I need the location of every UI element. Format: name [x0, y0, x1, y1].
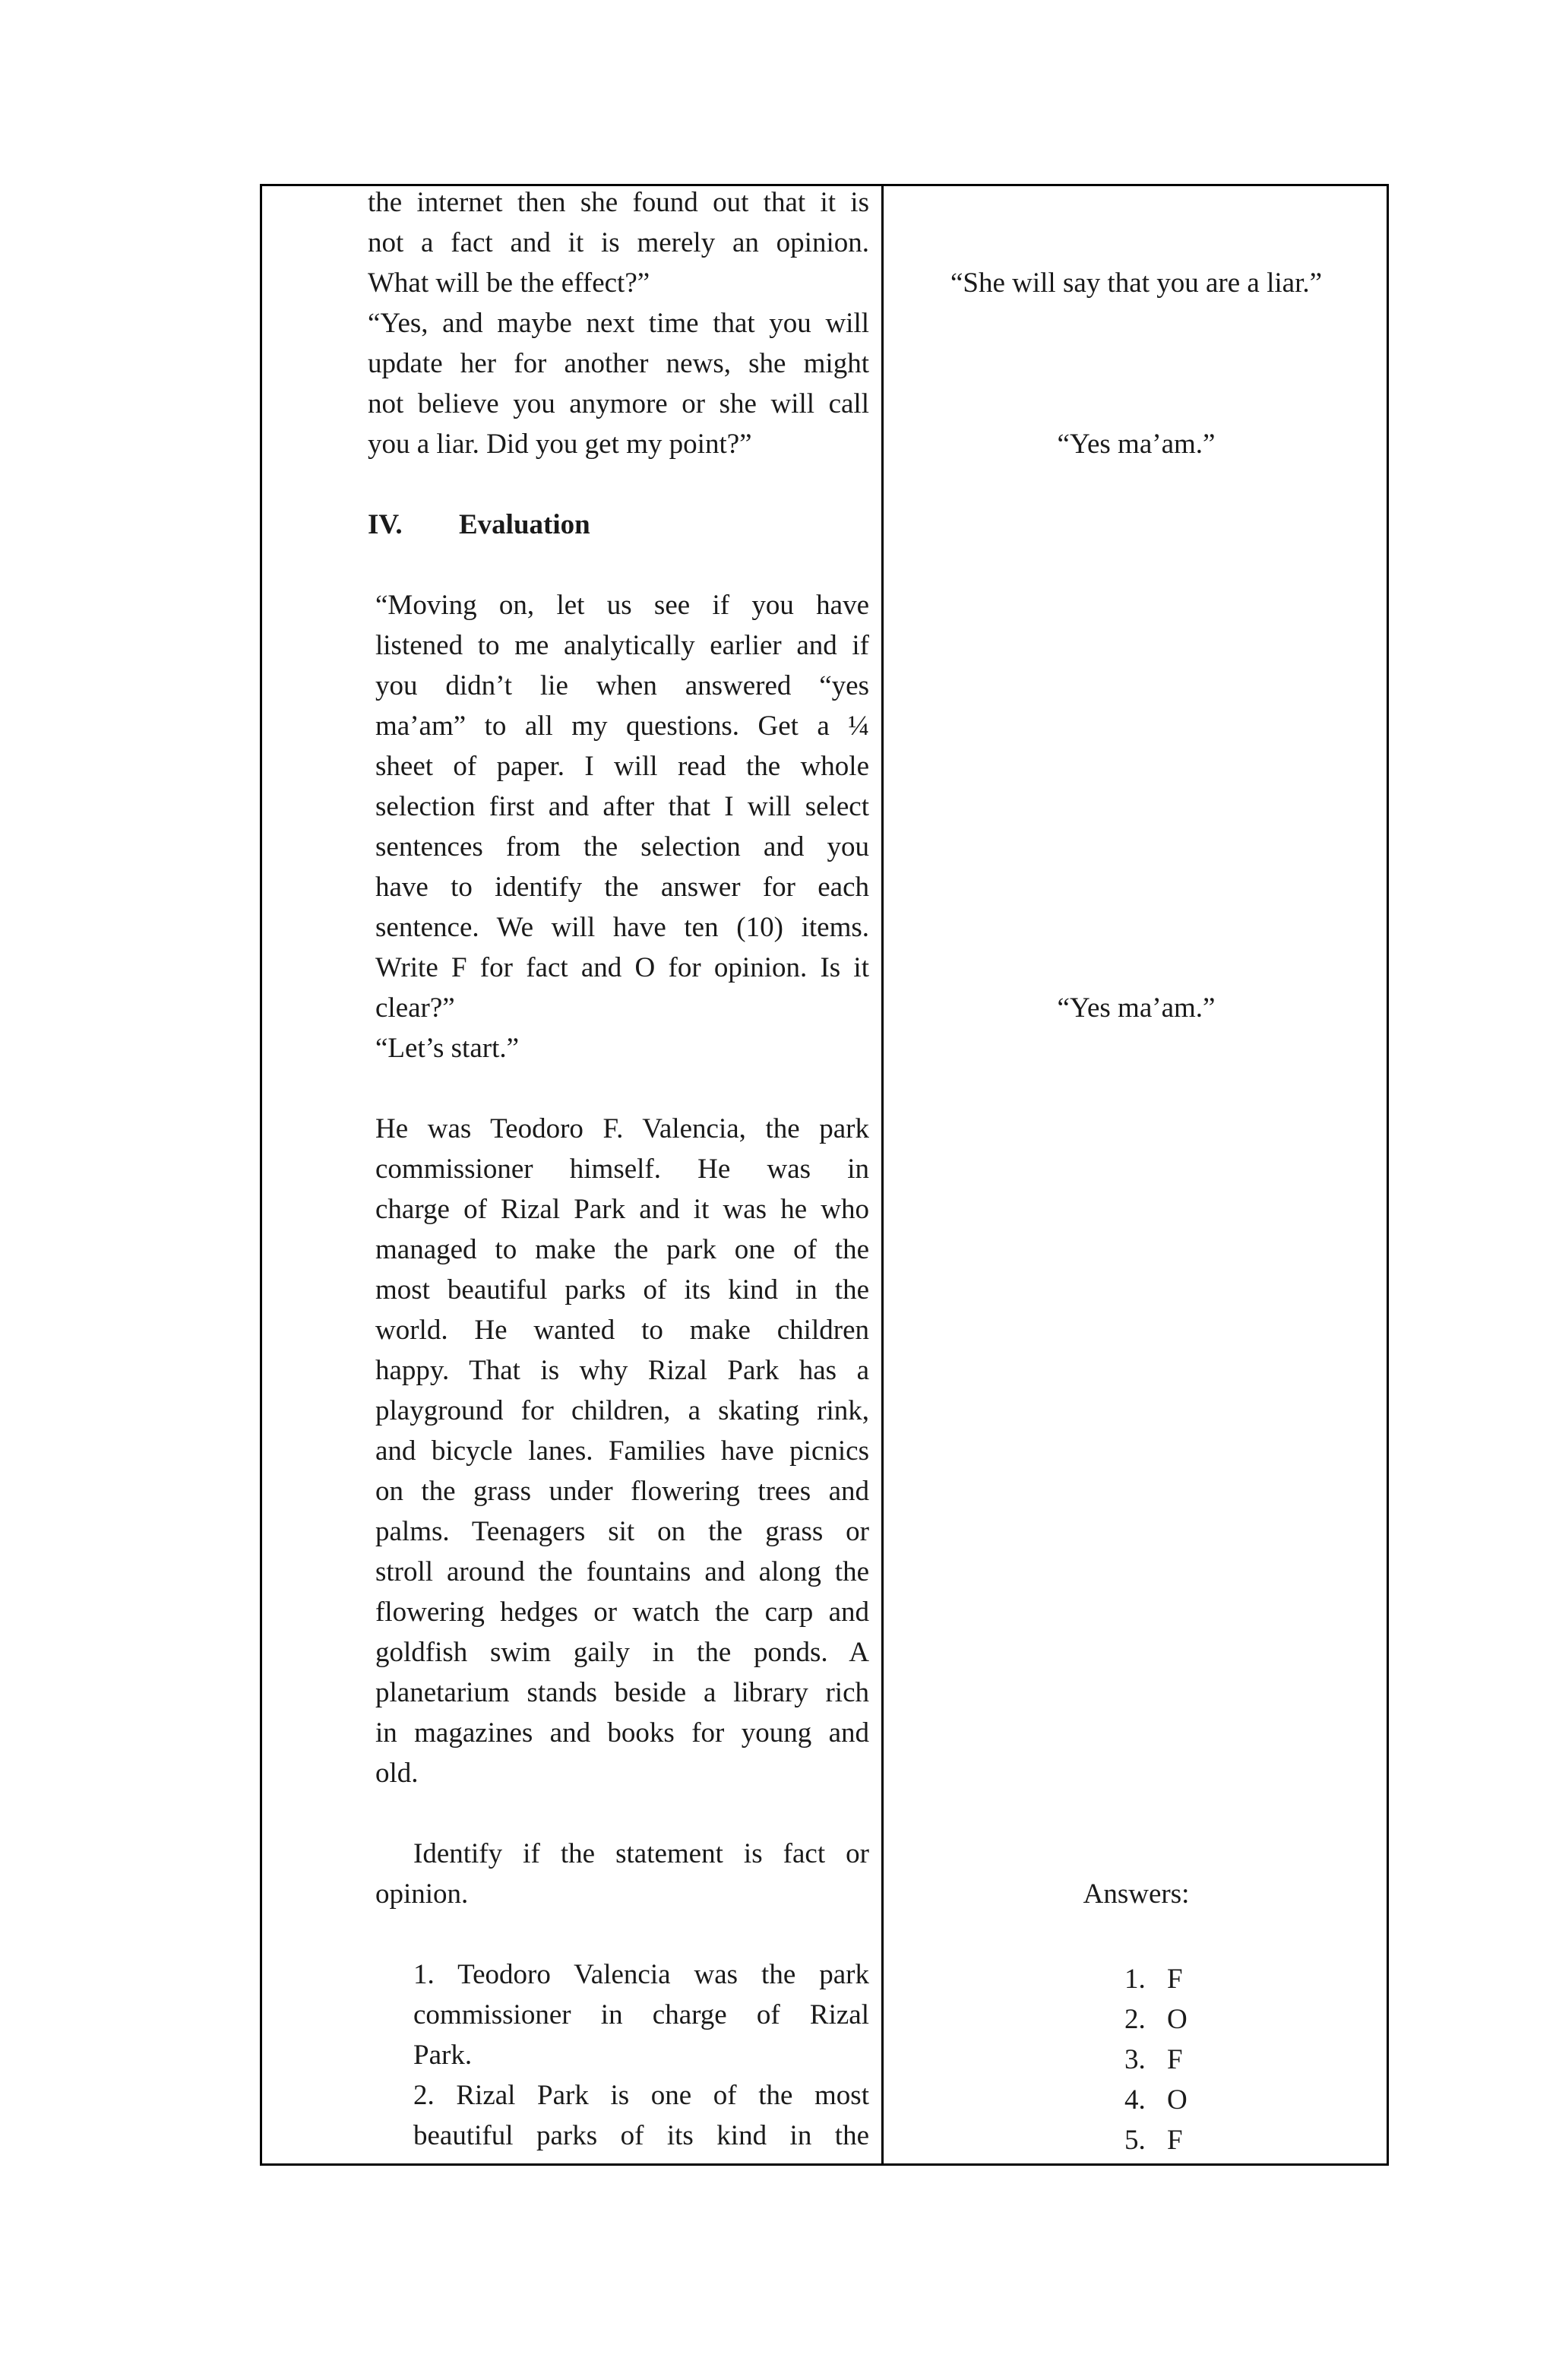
instruction-line: selection first and after that I will select — [375, 791, 869, 822]
instruction-line: you didn’t lie when answered “yes — [375, 670, 869, 701]
answer-value: F — [1167, 2044, 1183, 2075]
selection-line: most beautiful parks of its kind in the — [375, 1274, 869, 1306]
selection-line: flowering hedges or watch the carp and — [375, 1597, 869, 1628]
selection-line: stroll around the fountains and along the — [375, 1556, 869, 1587]
item-line: beautiful parks of its kind in the — [413, 2120, 869, 2151]
answers-heading: Answers: — [1083, 1878, 1190, 1910]
intro-line: update her for another news, she might — [368, 348, 869, 379]
intro-line: What will be the effect?” — [368, 267, 650, 299]
instruction-line: Write F for fact and O for opinion. Is it — [375, 952, 869, 983]
selection-line: happy. That is why Rizal Park has a — [375, 1355, 869, 1386]
instruction-line: sheet of paper. I will read the whole — [375, 751, 869, 782]
instruction-line: ma’am” to all my questions. Get a ¼ — [375, 711, 869, 742]
intro-line: not a fact and it is merely an opinion. — [368, 227, 869, 258]
intro-line: the internet then she found out that it is — [368, 187, 869, 218]
column-divider — [881, 184, 884, 2166]
answer-number: 2. — [1124, 2004, 1146, 2035]
intro-line: not believe you anymore or she will call — [368, 388, 869, 419]
answer-value: O — [1167, 2084, 1188, 2116]
selection-line: planetarium stands beside a library rich — [375, 1677, 869, 1708]
identify-line: opinion. — [375, 1878, 469, 1910]
instruction-line: sentences from the selection and you — [375, 831, 869, 862]
answer-item — [1124, 2120, 1183, 2160]
answer-value: O — [1167, 2004, 1188, 2035]
student-response: “She will say that you are a liar.” — [950, 267, 1323, 299]
answer-value: F — [1167, 2125, 1183, 2156]
answer-item — [1124, 1999, 1188, 2040]
answer-item — [1124, 1959, 1183, 1999]
section-number: IV. — [368, 509, 403, 540]
answer-number: 5. — [1124, 2125, 1146, 2156]
answer-item — [1124, 2040, 1183, 2080]
item-line: 2. Rizal Park is one of the most — [413, 2080, 869, 2111]
selection-line: and bicycle lanes. Families have picnics — [375, 1435, 869, 1467]
selection-line: old. — [375, 1758, 419, 1789]
selection-line: on the grass under flowering trees and — [375, 1476, 869, 1507]
selection-line: world. He wanted to make children — [375, 1315, 869, 1346]
selection-line: managed to make the park one of the — [375, 1234, 869, 1265]
answer-number: 4. — [1124, 2084, 1146, 2116]
instruction-line: listened to me analytically earlier and if — [375, 630, 869, 661]
student-response: “Yes ma’am.” — [1057, 429, 1216, 460]
section-title: Evaluation — [459, 509, 590, 540]
instruction-line: sentence. We will have ten (10) items. — [375, 912, 869, 943]
item-line: 1. Teodoro Valencia was the park — [413, 1959, 869, 1990]
answer-item — [1124, 2080, 1188, 2120]
intro-line: you a liar. Did you get my point?” — [368, 429, 752, 460]
selection-line: charge of Rizal Park and it was he who — [375, 1194, 869, 1225]
selection-line: palms. Teenagers sit on the grass or — [375, 1516, 869, 1547]
selection-line: commissioner himself. He was in — [375, 1154, 869, 1185]
selection-line: He was Teodoro F. Valencia, the park — [375, 1113, 869, 1144]
answer-value: F — [1167, 1964, 1183, 1995]
student-response: “Yes ma’am.” — [1057, 992, 1216, 1024]
answer-number: 1. — [1124, 1964, 1146, 1995]
intro-line: “Yes, and maybe next time that you will — [368, 308, 869, 339]
instruction-line: clear?” — [375, 992, 455, 1024]
item-line: Park. — [413, 2040, 473, 2071]
instruction-line: “Moving on, let us see if you have — [375, 590, 869, 621]
selection-line: in magazines and books for young and — [375, 1717, 869, 1749]
selection-line: playground for children, a skating rink, — [375, 1395, 869, 1426]
selection-line: goldfish swim gaily in the ponds. A — [375, 1637, 869, 1668]
answer-number: 3. — [1124, 2044, 1146, 2075]
instruction-line: have to identify the answer for each — [375, 872, 869, 903]
item-line: commissioner in charge of Rizal — [413, 1999, 869, 2030]
identify-line: Identify if the statement is fact or — [413, 1838, 869, 1869]
instruction-line: “Let’s start.” — [375, 1033, 520, 1064]
